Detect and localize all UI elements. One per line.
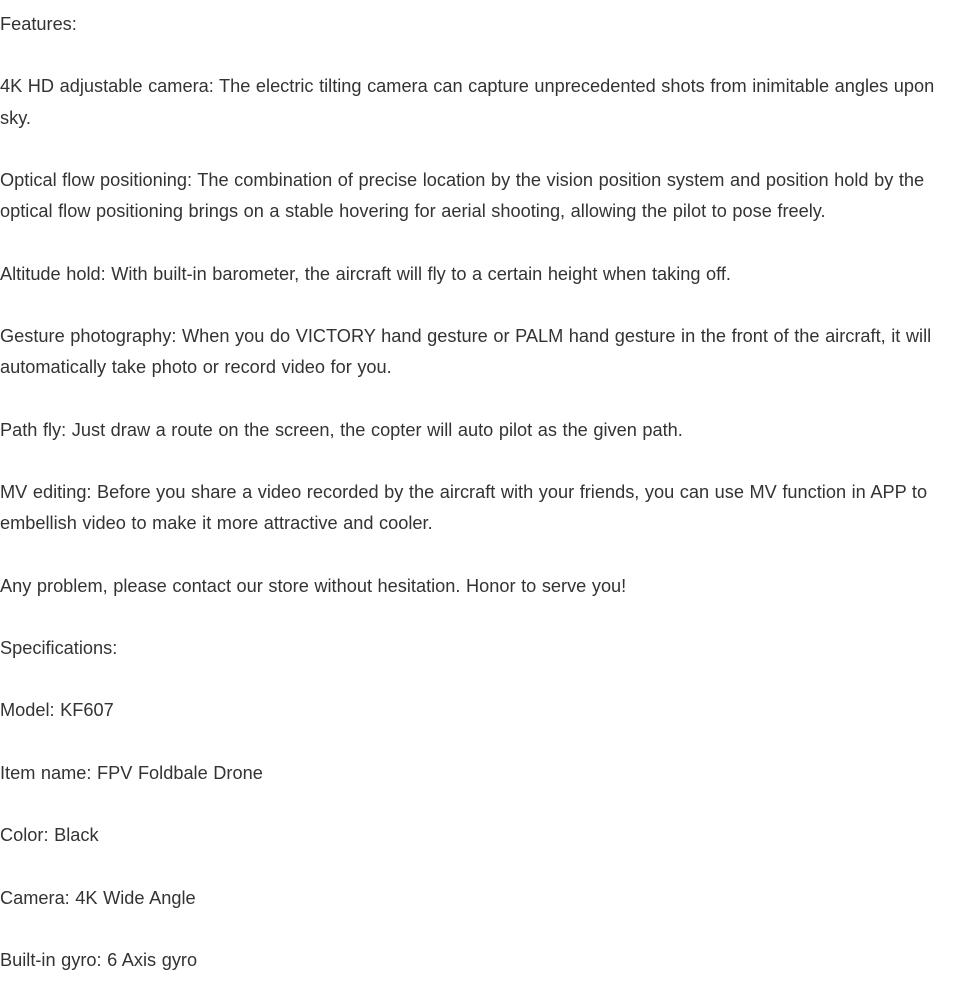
product-description [0, 9, 956, 976]
feature-gesture-photography: Gesture photography: When you do VICTORY hand gesture or PALM hand gesture in the front of the aircraft, it will automatically take photo or record video for you. [0, 325, 932, 378]
feature-camera: 4K HD adjustable camera: The electric tilting camera can capture unprecedented shots from inimitable angles upon sky. [0, 76, 935, 128]
spec-color: Color: Black [0, 825, 99, 846]
spec-item-name: Item name: FPV Foldbale Drone [0, 762, 263, 783]
spec-camera: Camera: 4K Wide Angle [0, 887, 196, 908]
feature-mv-editing: MV editing: Before you share a video recorded by the aircraft with your friends, you can use MV function in APP to embellish video to make it more attractive and cooler. [0, 481, 928, 534]
spec-gyro: Built-in gyro: 6 Axis gyro [0, 949, 198, 970]
contact-note: Any problem, please contact our store without hesitation. Honor to serve you! [0, 575, 627, 596]
feature-altitude-hold: Altitude hold: With built-in barometer, the aircraft will fly to a certain height when taking off. [0, 263, 731, 284]
spec-model: Model: KF607 [0, 700, 114, 721]
features-heading: Features: [0, 14, 77, 34]
specifications-heading: Specifications: [0, 637, 118, 658]
feature-optical-flow: Optical flow positioning: The combination of precise location by the vision position system and position hold by the optical flow positioning brings on a stable hovering for aerial shooting, allowing the pilot to pose freely. [0, 169, 925, 222]
feature-path-fly: Path fly: Just draw a route on the screen, the copter will auto pilot as the given path. [0, 419, 683, 440]
